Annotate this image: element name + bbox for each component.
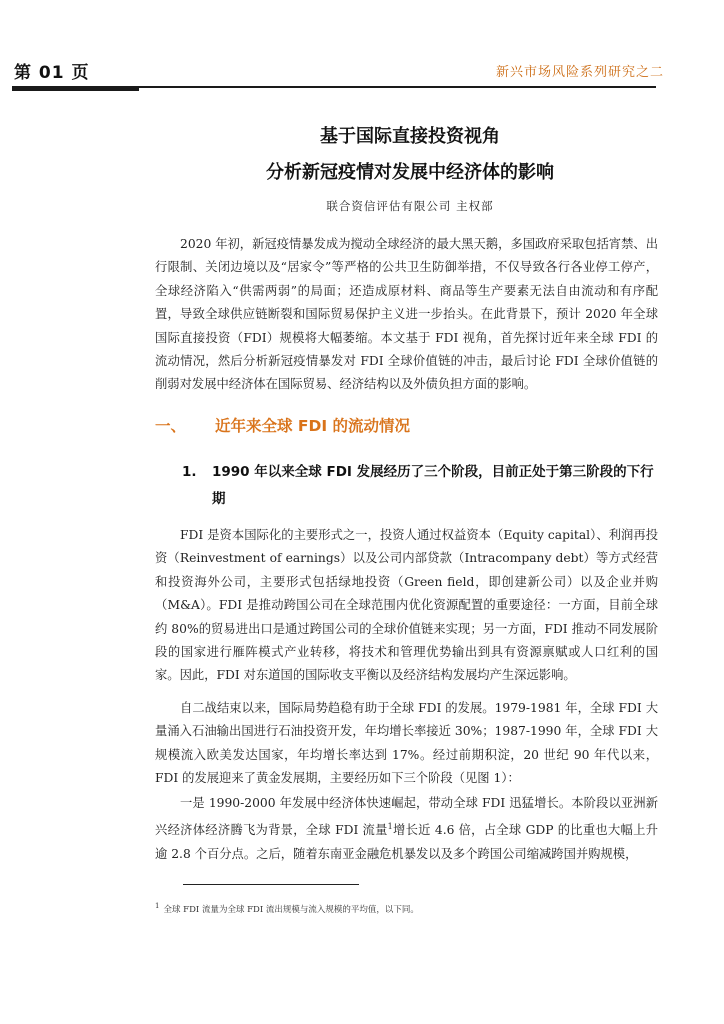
subsection-number: 1. xyxy=(182,464,197,480)
document-title-line-2: 分析新冠疫情对发展中经济体的影响 xyxy=(266,162,554,183)
footnote-text: 全球 FDI 流量为全球 FDI 流出规模与流入规模的平均值，以下同。 xyxy=(163,904,419,915)
header-rule-thick xyxy=(12,86,139,91)
footnote xyxy=(155,902,419,915)
body-paragraph-3-part-2: 增长近 4.6 倍，占全球 GDP 的比重也大幅上升逾 2.8 个百分点。之后，随着东南亚金融危机暴发以及多个跨国公司缩减跨国并购规模， xyxy=(155,823,658,861)
body-paragraph-3-part-1: 一是 1990-2000 年发展中经济体快速崛起，带动全球 FDI 迅猛增长。本阶段以亚洲新兴经济体经济腾飞为背景，全球 FDI 流量 xyxy=(155,796,658,838)
header-rule-thin xyxy=(139,86,656,88)
series-title: 新兴市场风险系列研究之二 xyxy=(495,65,664,80)
page-number: 第 01 页 xyxy=(14,63,90,83)
document-title-line-1: 基于国际直接投资视角 xyxy=(320,126,500,147)
section-title: 近年来全球 FDI 的流动情况 xyxy=(215,417,411,435)
footnote-reference[interactable]: 1 xyxy=(387,822,393,832)
body-paragraph-2: 自二战结束以来，国际局势趋稳有助于全球 FDI 的发展。1979-1981 年，全球 FDI 大量涌入石油输出国进行石油投资开发，年均增长率接近 30%；1987-1990 年，全球 FDI 大规模流入欧美发达国家，年均增长率达到 17%。经过前期积淀，20 世纪 90 年代以来，FDI 的发展迎来了黄金发展期，主要经历如下三个阶段（见图 1）： xyxy=(155,701,658,786)
section-heading xyxy=(155,414,410,436)
intro-paragraph: 2020 年初，新冠疫情暴发成为搅动全球经济的最大黑天鹅，多国政府采取包括宵禁、出行限制、关闭边境以及“居家令”等严格的公共卫生防御举措，不仅导致各行各业停工停产，全球经济陷入“供需两弱”的局面；还造成原材料、商品等生产要素无法自由流动和有序配置，导致全球供应链断裂和国际贸易保护主义进一步抬头。在此背景下，预计 2020 年全球国际直接投资（FDI）规模将大幅萎缩。本文基于 FDI 视角，首先探讨近年来全球 FDI 的流动情况，然后分析新冠疫情暴发对 FDI 全球价值链的冲击，最后讨论 FDI 全球价值链的削弱对发展中经济体在国际贸易、经济结构以及外债负担方面的影响。 xyxy=(155,237,658,392)
footnote-divider xyxy=(183,884,359,885)
section-number: 一、 xyxy=(155,417,187,435)
body-paragraph-3 xyxy=(155,792,658,866)
author-line: 联合资信评估有限公司 主权部 xyxy=(326,199,494,213)
footnote-mark: 1 xyxy=(155,902,160,910)
subsection-title: 1990 年以来全球 FDI 发展经历了三个阶段，目前正处于第三阶段的下行期 xyxy=(212,464,654,507)
body-paragraph-1: FDI 是资本国际化的主要形式之一，投资人通过权益资本（Equity capital）、利润再投资（Reinvestment of earnings）以及公司内部贷款（Intracompany debt）等方式经营和投资海外公司，主要形式包括绿地投资（Green field，即创建新公司）以及企业并购（M&A）。FDI 是推动跨国公司在全球范围内优化资源配置的重要途径：一方面，目前全球约 80%的贸易进出口是通过跨国公司的全球价值链来实现；另一方面，FDI 推动不同发展阶段的国家进行雁阵模式产业转移，将技术和管理优势输出到具有资源禀赋或人口红利的国家。因此，FDI 对东道国的国际收支平衡以及经济结构发展均产生深远影响。 xyxy=(155,528,658,683)
subsection-heading xyxy=(182,459,662,513)
